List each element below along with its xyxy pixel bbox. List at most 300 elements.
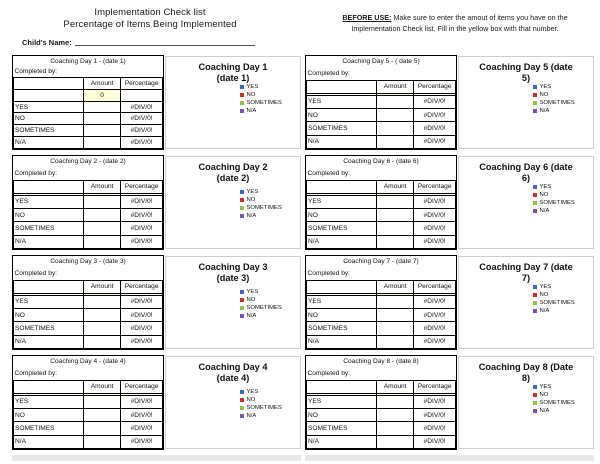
sheet-table [13, 256, 163, 349]
legend-item [240, 83, 282, 91]
percentage-column-header: Percentage [121, 380, 163, 393]
chart-title-line-2: 8) [521, 372, 531, 383]
legend-label: NO [539, 92, 549, 99]
legend-swatch-icon [240, 314, 244, 318]
row-label: NO [14, 113, 84, 125]
table-row [307, 408, 456, 421]
row-label: SOMETIMES [14, 125, 84, 137]
completed-by-row [14, 66, 163, 77]
row-percentage-cell: #DIV/0! [414, 222, 456, 235]
column-header-row [14, 280, 163, 293]
row-label: SOMETIMES [307, 122, 377, 135]
table-row [307, 322, 456, 335]
table-row [307, 222, 456, 235]
legend-item [240, 107, 282, 115]
legend-swatch-icon [533, 409, 537, 413]
chart-title [463, 362, 589, 383]
legend-item [533, 83, 575, 91]
column-header-row [307, 180, 456, 193]
legend-swatch-icon [533, 293, 537, 297]
legend-swatch-icon [533, 101, 537, 105]
table-row [307, 195, 456, 208]
table-title: Coaching Day 3 - (date 3) [14, 256, 163, 268]
row-amount-cell[interactable] [84, 335, 121, 348]
chart-legend [533, 83, 575, 115]
column-header-row [14, 180, 163, 193]
legend-item [240, 99, 282, 107]
table-row [14, 101, 163, 113]
chart-title [170, 162, 296, 183]
row-amount-cell[interactable] [377, 235, 414, 248]
row-label: NO [307, 208, 377, 221]
coaching-day-table [305, 255, 457, 350]
row-amount-cell[interactable] [84, 101, 121, 113]
percentage-column-header: Percentage [414, 380, 456, 393]
legend-swatch-icon [533, 285, 537, 289]
before-use-label: BEFORE USE: [342, 13, 392, 22]
chart-legend [533, 283, 575, 315]
legend-swatch-icon [240, 398, 244, 402]
row-percentage-cell: #DIV/0! [414, 435, 456, 448]
completed-by-row [307, 68, 456, 81]
row-label: N/A [307, 335, 377, 348]
percentage-column-header: Percentage [414, 80, 456, 93]
row-percentage-cell: #DIV/0! [121, 422, 163, 435]
table-row [14, 195, 163, 208]
row-label: YES [307, 395, 377, 408]
coaching-day-table [12, 55, 164, 150]
legend-label: NO [246, 92, 256, 99]
amount-column-header: Amount [377, 80, 414, 93]
sheet-table [13, 356, 163, 449]
amount-column-header: Amount [84, 77, 121, 89]
chart-title-line-1: Coaching Day 8 (Date [478, 362, 574, 372]
amount-column-header: Amount [377, 380, 414, 393]
chart-title-line-1: Coaching Day 6 (date [479, 162, 573, 172]
chart-legend [533, 183, 575, 215]
row-label: YES [14, 195, 84, 208]
row-amount-cell[interactable] [377, 208, 414, 221]
bottom-scroll-strip-right [305, 455, 594, 461]
coaching-day-block [12, 155, 301, 250]
legend-swatch-icon [533, 109, 537, 113]
coaching-day-chart-panel[interactable] [165, 356, 301, 449]
row-amount-cell[interactable] [377, 335, 414, 348]
legend-label: YES [539, 84, 552, 90]
table-title: Coaching Day 8 - (date 8) [307, 356, 456, 368]
legend-swatch-icon [533, 185, 537, 189]
table-row [307, 295, 456, 308]
amount-column-header: Amount [84, 180, 121, 193]
row-amount-cell[interactable] [377, 408, 414, 421]
legend-label: YES [539, 184, 552, 190]
legend-item [240, 404, 282, 412]
row-label: YES [307, 95, 377, 108]
row-percentage-cell: #DIV/0! [414, 295, 456, 308]
legend-item [240, 296, 282, 304]
row-label: YES [307, 195, 377, 208]
legend-label: NO [246, 397, 256, 404]
row-label: N/A [307, 235, 377, 248]
coaching-day-block [305, 155, 594, 250]
coaching-day-block [12, 355, 301, 450]
table-row [307, 135, 456, 148]
row-amount-cell[interactable] [377, 422, 414, 435]
legend-label: N/A [246, 313, 257, 320]
row-percentage-cell: #DIV/0! [414, 422, 456, 435]
corner-cell [14, 180, 84, 193]
legend-label: N/A [539, 208, 550, 215]
row-amount-cell[interactable] [377, 322, 414, 335]
column-header-row [307, 280, 456, 293]
table-row [307, 235, 456, 248]
legend-swatch-icon [240, 290, 244, 294]
completed-by-row [14, 268, 163, 281]
row-percentage-cell: #DIV/0! [121, 222, 163, 235]
row-percentage-cell: #DIV/0! [414, 308, 456, 321]
page-subtitle: Percentage of Items Being Implemented [63, 19, 237, 30]
legend-swatch-icon [240, 190, 244, 194]
row-label: N/A [14, 435, 84, 448]
row-amount-cell[interactable] [84, 125, 121, 137]
legend-swatch-icon [533, 401, 537, 405]
row-amount-cell[interactable] [377, 295, 414, 308]
table-row [14, 113, 163, 125]
table-title-row [14, 256, 163, 268]
before-use-line-1: Make sure to enter the amout of items you have on the [391, 13, 568, 22]
corner-cell [14, 380, 84, 393]
table-row [307, 108, 456, 121]
coaching-day-table [12, 255, 164, 350]
chart-title [463, 262, 589, 283]
row-amount-cell[interactable] [377, 108, 414, 121]
legend-item [533, 207, 575, 215]
total-percentage-cell [121, 89, 163, 101]
row-percentage-cell: #DIV/0! [121, 195, 163, 208]
legend-label: NO [246, 197, 256, 204]
amount-column-header: Amount [377, 280, 414, 293]
legend-swatch-icon [533, 309, 537, 313]
row-label: SOMETIMES [307, 322, 377, 335]
row-amount-cell[interactable] [84, 422, 121, 435]
table-title-row [14, 356, 163, 368]
sheet-table [306, 356, 456, 449]
legend-swatch-icon [533, 301, 537, 305]
legend-swatch-icon [240, 306, 244, 310]
row-label: YES [14, 295, 84, 308]
legend-swatch-icon [240, 85, 244, 89]
coaching-day-block [305, 255, 594, 350]
corner-cell [307, 180, 377, 193]
chart-legend [533, 383, 575, 415]
row-amount-cell[interactable] [84, 222, 121, 235]
legend-item [240, 412, 282, 420]
coaching-day-chart-panel[interactable] [458, 356, 594, 449]
legend-swatch-icon [240, 93, 244, 97]
legend-label: YES [539, 284, 552, 290]
row-label: SOMETIMES [14, 322, 84, 335]
coaching-day-table [305, 355, 457, 450]
legend-item [240, 388, 282, 396]
child-name-label: Child's Name: [22, 38, 72, 47]
row-label: NO [14, 208, 84, 221]
chart-legend [240, 388, 282, 420]
row-amount-cell[interactable] [84, 322, 121, 335]
row-amount-cell[interactable] [84, 408, 121, 421]
chart-title-line-2: (date 3) [216, 272, 250, 283]
legend-item [533, 407, 575, 415]
chart-title-line-2: (date 2) [216, 172, 250, 183]
chart-title-line-2: 7) [521, 272, 531, 283]
coaching-day-chart-panel[interactable] [458, 56, 594, 149]
row-percentage-cell: #DIV/0! [121, 137, 163, 149]
header-title-group [0, 7, 300, 31]
column-header-row [307, 380, 456, 393]
table-title: Coaching Day 7 - (date 7) [307, 256, 456, 268]
row-label: NO [14, 408, 84, 421]
coaching-day-block [12, 55, 301, 150]
legend-swatch-icon [533, 193, 537, 197]
legend-item [533, 107, 575, 115]
row-percentage-cell: #DIV/0! [414, 108, 456, 121]
row-amount-cell[interactable] [84, 137, 121, 149]
legend-label: YES [246, 389, 259, 395]
coaching-day-chart-panel[interactable] [165, 56, 301, 149]
row-percentage-cell: #DIV/0! [414, 208, 456, 221]
chart-legend [240, 83, 282, 115]
legend-item [533, 383, 575, 391]
table-row [14, 308, 163, 321]
legend-swatch-icon [240, 406, 244, 410]
coaching-day-chart-panel[interactable] [165, 256, 301, 349]
row-label: SOMETIMES [14, 222, 84, 235]
total-row-spacer [14, 89, 84, 101]
chart-title-line-1: Coaching Day 3 [198, 262, 268, 272]
chart-title-line-1: Coaching Day 7 (date [479, 262, 573, 272]
row-amount-cell[interactable] [377, 222, 414, 235]
legend-label: SOMETIMES [539, 300, 575, 307]
table-row [307, 422, 456, 435]
table-title: Coaching Day 2 - (date 2) [14, 156, 163, 168]
legend-label: YES [246, 84, 259, 90]
legend-label: NO [539, 392, 549, 399]
table-row [14, 208, 163, 221]
coaching-day-chart-panel[interactable] [165, 156, 301, 249]
coaching-day-table [12, 355, 164, 450]
legend-item [240, 304, 282, 312]
percentage-column-header: Percentage [121, 180, 163, 193]
chart-title-line-1: Coaching Day 2 [198, 162, 268, 172]
legend-item [240, 288, 282, 296]
row-label: N/A [307, 135, 377, 148]
legend-label: N/A [246, 213, 257, 220]
chart-legend [240, 288, 282, 320]
row-percentage-cell: #DIV/0! [121, 125, 163, 137]
table-row [14, 335, 163, 348]
row-label: NO [14, 308, 84, 321]
child-name-input[interactable] [75, 45, 255, 46]
percentage-column-header: Percentage [121, 280, 163, 293]
row-amount-cell[interactable] [377, 395, 414, 408]
page-header [0, 0, 600, 52]
table-title: Coaching Day 6 - (date 6) [307, 156, 456, 168]
chart-title-line-2: 5) [521, 72, 531, 83]
column-header-row [307, 80, 456, 93]
row-percentage-cell: #DIV/0! [414, 395, 456, 408]
legend-item [533, 399, 575, 407]
legend-swatch-icon [533, 209, 537, 213]
row-amount-cell[interactable] [84, 308, 121, 321]
completed-by-label: Completed by: [307, 368, 456, 381]
legend-label: NO [246, 297, 256, 304]
legend-swatch-icon [533, 201, 537, 205]
row-percentage-cell: #DIV/0! [121, 101, 163, 113]
coaching-day-grid [0, 52, 600, 464]
coaching-day-chart-panel[interactable] [458, 156, 594, 249]
table-title-row [14, 56, 163, 66]
legend-label: N/A [539, 308, 550, 315]
total-input-row [14, 89, 163, 101]
row-label: YES [14, 395, 84, 408]
row-amount-cell[interactable] [377, 308, 414, 321]
row-percentage-cell: #DIV/0! [121, 208, 163, 221]
row-label: N/A [14, 335, 84, 348]
row-label: NO [307, 408, 377, 421]
legend-label: SOMETIMES [539, 400, 575, 407]
sheet-table [306, 256, 456, 349]
legend-label: N/A [246, 108, 257, 115]
table-row [14, 422, 163, 435]
table-title: Coaching Day 5 - ( date 5) [307, 56, 456, 68]
chart-title-line-1: Coaching Day 5 (date [479, 62, 573, 72]
legend-label: SOMETIMES [246, 205, 282, 212]
sheet-table [306, 56, 456, 149]
row-label: N/A [307, 435, 377, 448]
table-row [14, 222, 163, 235]
row-amount-cell[interactable] [84, 395, 121, 408]
chart-title-line-2: (date 1) [216, 72, 250, 83]
table-title: Coaching Day 4 - (date 4) [14, 356, 163, 368]
row-amount-cell[interactable] [84, 235, 121, 248]
row-label: N/A [14, 235, 84, 248]
legend-item [533, 99, 575, 107]
legend-swatch-icon [533, 85, 537, 89]
row-amount-cell[interactable] [84, 295, 121, 308]
row-amount-cell[interactable] [84, 113, 121, 125]
row-label: SOMETIMES [307, 222, 377, 235]
table-row [14, 295, 163, 308]
sheet-table [306, 156, 456, 249]
legend-swatch-icon [240, 109, 244, 113]
table-row [307, 122, 456, 135]
coaching-day-table [305, 55, 457, 150]
legend-swatch-icon [240, 414, 244, 418]
row-percentage-cell: #DIV/0! [121, 322, 163, 335]
legend-label: YES [539, 384, 552, 390]
row-percentage-cell: #DIV/0! [414, 408, 456, 421]
coaching-day-chart-panel[interactable] [458, 256, 594, 349]
legend-swatch-icon [240, 390, 244, 394]
legend-item [240, 204, 282, 212]
legend-item [533, 91, 575, 99]
row-amount-cell[interactable] [377, 435, 414, 448]
row-percentage-cell: #DIV/0! [414, 195, 456, 208]
row-percentage-cell: #DIV/0! [414, 95, 456, 108]
row-amount-cell[interactable] [377, 122, 414, 135]
corner-cell [14, 77, 84, 89]
table-row [307, 95, 456, 108]
legend-item [240, 196, 282, 204]
table-row [14, 395, 163, 408]
row-percentage-cell: #DIV/0! [121, 335, 163, 348]
table-row [307, 208, 456, 221]
legend-item [533, 291, 575, 299]
legend-label: SOMETIMES [246, 405, 282, 412]
table-title-row [307, 356, 456, 368]
table-row [14, 435, 163, 448]
legend-swatch-icon [240, 298, 244, 302]
corner-cell [307, 80, 377, 93]
legend-item [533, 299, 575, 307]
row-percentage-cell: #DIV/0! [121, 395, 163, 408]
completed-by-label: Completed by: [14, 268, 163, 281]
chart-title [170, 362, 296, 383]
table-row [307, 308, 456, 321]
column-header-row [14, 77, 163, 89]
table-row [307, 435, 456, 448]
legend-item [533, 283, 575, 291]
before-use-notice [312, 12, 598, 34]
row-label: YES [307, 295, 377, 308]
table-title-row [307, 156, 456, 168]
completed-by-label: Completed by: [14, 168, 163, 181]
legend-item [240, 396, 282, 404]
row-amount-cell[interactable] [377, 95, 414, 108]
row-label: YES [14, 101, 84, 113]
row-amount-cell[interactable] [377, 135, 414, 148]
column-header-row [14, 380, 163, 393]
row-percentage-cell: #DIV/0! [121, 235, 163, 248]
coaching-day-table [12, 155, 164, 250]
row-percentage-cell: #DIV/0! [121, 113, 163, 125]
amount-column-header: Amount [84, 280, 121, 293]
legend-item [533, 391, 575, 399]
row-amount-cell[interactable] [84, 195, 121, 208]
legend-item [240, 188, 282, 196]
row-percentage-cell: #DIV/0! [414, 335, 456, 348]
legend-item [240, 212, 282, 220]
percentage-column-header: Percentage [121, 77, 163, 89]
table-row [14, 125, 163, 137]
table-row [14, 322, 163, 335]
row-amount-cell[interactable] [84, 435, 121, 448]
chart-title [170, 62, 296, 83]
legend-item [533, 307, 575, 315]
legend-label: SOMETIMES [539, 200, 575, 207]
table-title-row [14, 156, 163, 168]
legend-swatch-icon [240, 206, 244, 210]
page-title: Implementation Check list [94, 7, 206, 18]
row-amount-cell[interactable] [84, 208, 121, 221]
row-amount-cell[interactable] [377, 195, 414, 208]
legend-label: YES [246, 289, 259, 295]
legend-label: N/A [539, 408, 550, 415]
sheet-table [13, 56, 163, 149]
legend-label: YES [246, 189, 259, 195]
chart-title [463, 62, 589, 83]
legend-label: N/A [539, 108, 550, 115]
total-amount-input[interactable]: 0 [84, 89, 121, 101]
